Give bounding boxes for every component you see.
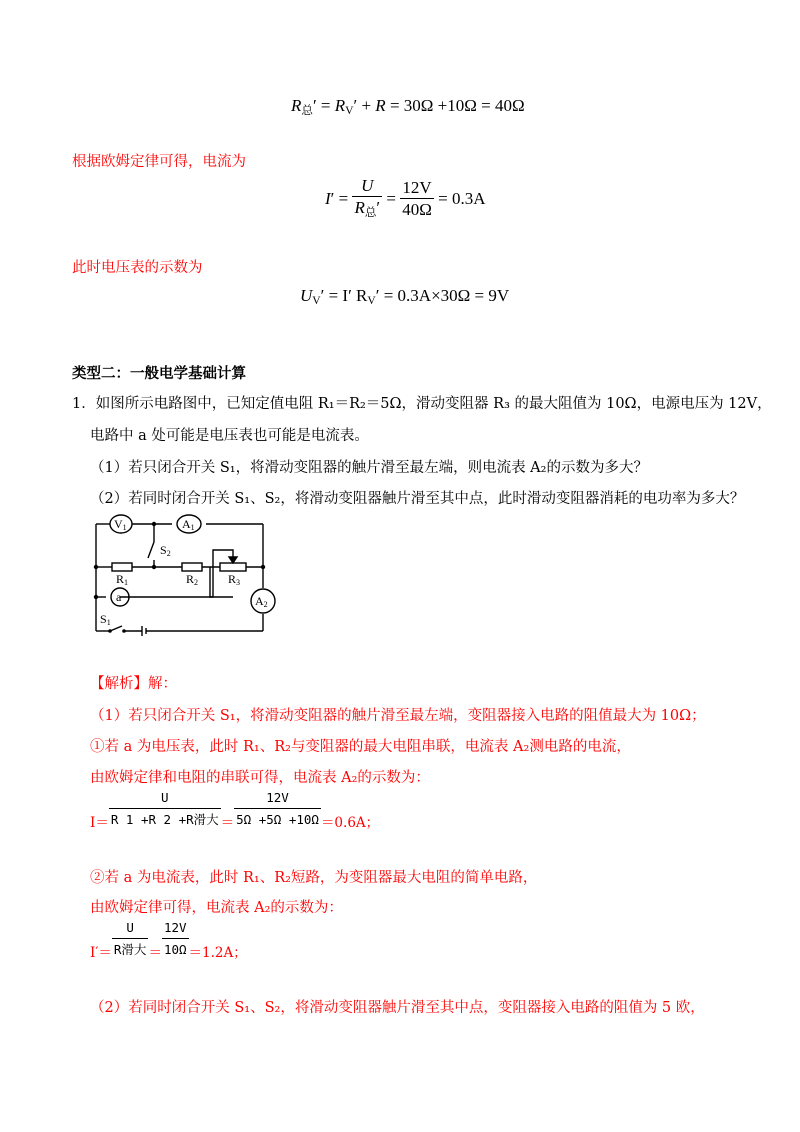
eq-text: = I′ R xyxy=(328,286,368,305)
fraction-u-over-r xyxy=(352,176,382,224)
fraction-u-over-sum xyxy=(109,788,221,831)
fraction-numerator: U xyxy=(112,918,149,939)
eq-text: = 0.3A×30Ω = 9V xyxy=(383,286,510,305)
question-line-1: 1．如图所示电路图中，已知定值电阻 R₁＝R₂＝5Ω，滑动变阻器 R₃ 的最大阻值为 10Ω，电源电压为 12V， xyxy=(72,396,772,412)
eq-sign: ＝ xyxy=(148,945,162,961)
switch-s2-label xyxy=(160,543,171,558)
eq-prime: ′ xyxy=(376,198,381,217)
fraction-denominator: 5Ω +5Ω +10Ω xyxy=(236,812,319,827)
label-subscript: 3 xyxy=(236,578,241,587)
label-subscript: 1 xyxy=(106,618,111,627)
label-subscript: 1 xyxy=(124,578,129,587)
eq-subscript: V xyxy=(312,293,321,307)
meter-letter: V xyxy=(114,517,123,531)
formula-case-1 xyxy=(90,788,379,831)
analysis-part-1: （1）若只闭合开关 S₁，将滑动变阻器的触片滑至最左端，变阻器接入电路的阻值最大为 10Ω； xyxy=(90,708,706,724)
eq-symbol: R xyxy=(334,96,346,115)
fraction-denominator: R滑大 xyxy=(113,942,147,957)
fraction-u-over-r xyxy=(112,918,149,961)
eq-sign: + xyxy=(361,96,372,115)
formula-lhs: I＝ xyxy=(90,815,109,831)
circuit-diagram xyxy=(88,510,288,645)
eq-subscript: 总 xyxy=(364,205,377,219)
label-letter: R xyxy=(116,572,125,586)
question-sub-1: （1）若只闭合开关 S₁，将滑动变阻器的触片滑至最左端，则电流表 A₂的示数为多大？ xyxy=(90,460,648,476)
label-letter: R xyxy=(228,572,237,586)
eq-text: = 30Ω +10Ω = 40Ω xyxy=(389,96,525,115)
analysis-case-1b: 由欧姆定律和电阻的串联可得，电流表 A₂的示数为： xyxy=(90,770,430,786)
fraction-numerator: 12V xyxy=(234,788,321,809)
voltmeter-v1-label xyxy=(114,517,127,532)
analysis-heading: 【解析】解： xyxy=(90,676,177,692)
fraction-numerator: 12V xyxy=(400,178,434,199)
meter-a-label: a xyxy=(116,590,122,604)
fraction-values xyxy=(400,178,434,221)
meter-subscript: 1 xyxy=(122,523,127,532)
resistor-r1-label xyxy=(116,572,128,587)
fraction-numerator: 12V xyxy=(162,918,189,939)
eq-sign: = xyxy=(386,188,396,208)
ammeter-a1-label xyxy=(182,517,195,532)
meter-subscript: 1 xyxy=(190,523,195,532)
fraction-denominator: R xyxy=(354,198,365,217)
label-subscript: 2 xyxy=(166,549,171,558)
fraction-denominator: R 1 +R 2 +R滑大 xyxy=(110,812,219,827)
equation-voltage xyxy=(300,286,509,307)
ammeter-a2-label xyxy=(255,594,268,609)
eq-symbol: R xyxy=(375,96,386,115)
formula-result: ＝1.2A； xyxy=(188,945,247,961)
formula-case-2 xyxy=(90,918,247,961)
eq-subscript: V xyxy=(367,293,376,307)
eq-sign: = xyxy=(320,96,331,115)
label-letter: S xyxy=(100,612,107,626)
voltmeter-line: 此时电压表的示数为 xyxy=(72,260,203,276)
eq-prime: ′ xyxy=(353,96,358,115)
label-letter: S xyxy=(160,543,167,557)
eq-subscript: V xyxy=(345,103,354,117)
analysis-part-2: （2）若同时闭合开关 S₁、S₂，将滑动变阻器触片滑至其中点，变阻器接入电路的阻值为 5 欧， xyxy=(90,1000,705,1016)
analysis-case-1: ①若 a 为电压表，此时 R₁、R₂与变阻器的最大电阻串联，电流表 A₂测电路的电流， xyxy=(90,739,631,755)
equation-current xyxy=(325,176,486,224)
switch-s1-label xyxy=(100,612,111,627)
eq-prime: ′ xyxy=(312,96,317,115)
analysis-case-2b: 由欧姆定律可得，电流表 A₂的示数为： xyxy=(90,900,343,916)
fraction-denominator: 10Ω xyxy=(163,942,187,957)
eq-prime: ′ xyxy=(320,286,325,305)
eq-sign: = xyxy=(338,188,349,208)
eq-sign: ＝ xyxy=(220,815,235,831)
question-sub-2: （2）若同时闭合开关 S₁、S₂，将滑动变阻器触片滑至其中点，此时滑动变阻器消耗的电功率为多大？ xyxy=(90,491,745,507)
fraction-values xyxy=(162,918,189,961)
eq-symbol: R xyxy=(291,96,302,115)
eq-prime: ′ xyxy=(375,286,380,305)
fraction-values xyxy=(234,788,321,831)
fraction-numerator: U xyxy=(109,788,221,809)
fraction-numerator: U xyxy=(361,176,374,195)
meter-subscript: 2 xyxy=(263,600,268,609)
meter-letter: A xyxy=(255,594,264,608)
equation-total-resistance xyxy=(291,96,525,118)
formula-result: ＝0.6A； xyxy=(320,815,380,831)
resistor-r2-label xyxy=(186,572,198,587)
label-letter: R xyxy=(186,572,195,586)
eq-text: = 0.3A xyxy=(438,188,486,208)
ohm-law-line: 根据欧姆定律可得，电流为 xyxy=(72,154,246,170)
analysis-case-2: ②若 a 为电流表，此时 R₁、R₂短路，为变阻器最大电阻的简单电路， xyxy=(90,870,538,886)
label-subscript: 2 xyxy=(194,578,199,587)
eq-subscript: 总 xyxy=(301,103,313,117)
fraction-denominator: 40Ω xyxy=(402,200,432,220)
question-line-2: 电路中 a 处可能是电压表也可能是电流表。 xyxy=(90,428,369,444)
formula-lhs: I′＝ xyxy=(90,945,112,961)
rheostat-r3-label xyxy=(228,572,240,587)
eq-symbol: I xyxy=(325,188,331,208)
eq-symbol: U xyxy=(300,286,313,305)
meter-letter: A xyxy=(182,517,191,531)
section-title: 类型二：一般电学基础计算 xyxy=(72,365,246,382)
eq-prime: ′ xyxy=(330,188,335,208)
